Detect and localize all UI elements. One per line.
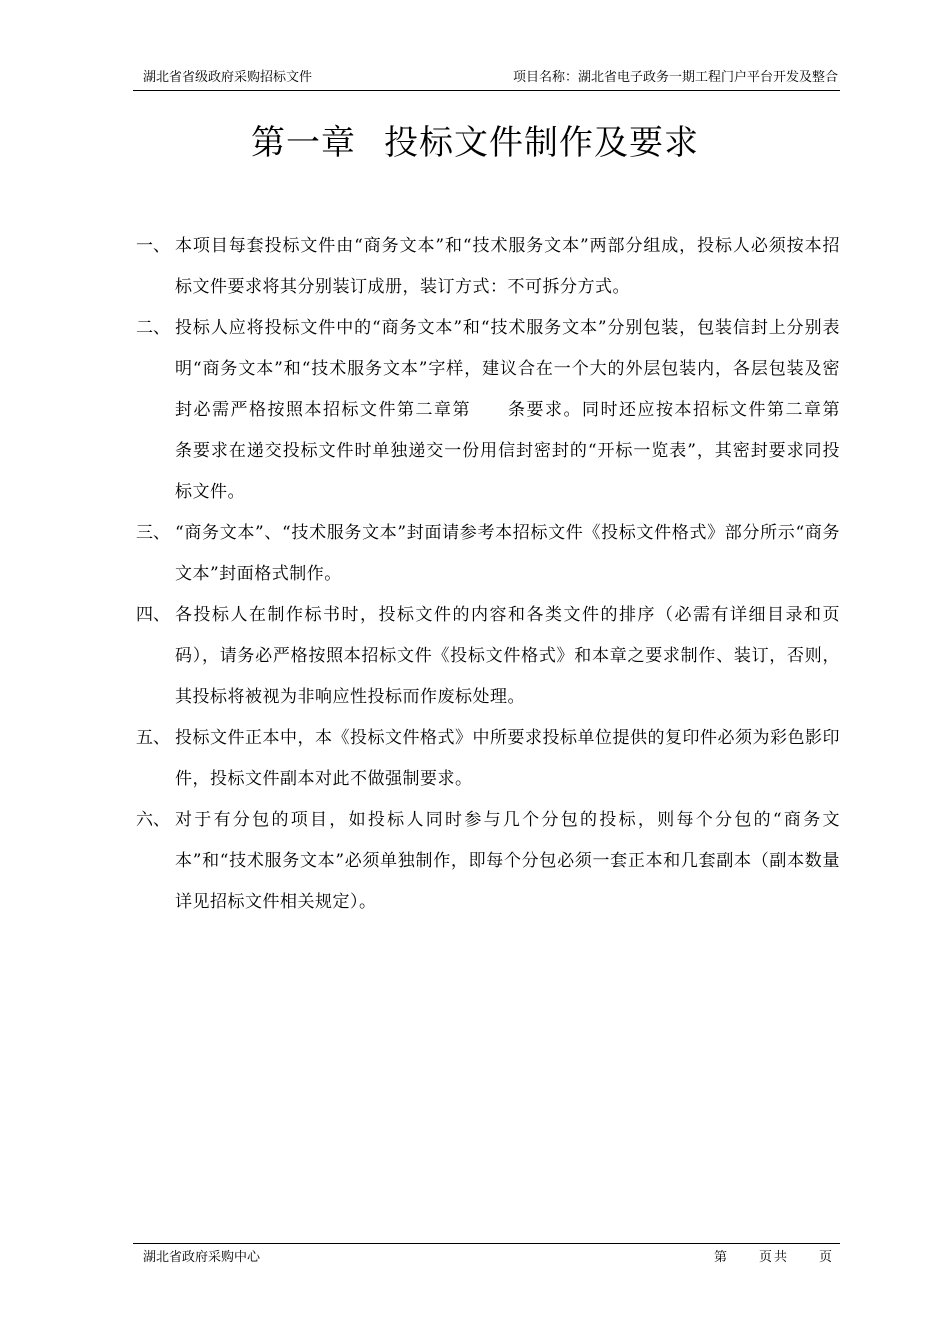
item-text: “商务文本”、“技术服务文本”封面请参考本招标文件《投标文件格式》部分所示“商务文本”封面格式制作。 <box>175 523 840 584</box>
page-footer <box>133 1243 840 1265</box>
item-number: 六、 <box>136 810 170 830</box>
chapter-title <box>0 118 950 168</box>
list-item <box>136 595 840 718</box>
item-text: 各投标人在制作标书时，投标文件的内容和各类文件的排序（必需有详细目录和页码），请务必严格按照本招标文件《投标文件格式》和本章之要求制作、装订，否则，其投标将被视为非响应性投标而作废标处理。 <box>175 605 840 707</box>
item-text: 本项目每套投标文件由“商务文本”和“技术服务文本”两部分组成，投标人必须按本招标文件要求将其分别装订成册，装订方式：不可拆分方式。 <box>175 236 840 297</box>
list-item <box>136 226 840 308</box>
list-item <box>136 308 893 513</box>
chapter-number: 第一章 <box>251 123 356 163</box>
footer-organization: 湖北省政府采购中心 <box>143 1250 261 1265</box>
item-number: 四、 <box>136 605 170 625</box>
item-text: 投标人应将投标文件中的“商务文本”和“技术服务文本”分别包装，包装信封上分别表明“商务文本”和“技术服务文本”字样，建议合在一个大的外层包装内，各层包装及密封必需严格按照本招标文件第二章第 条要求。同时还应按本招标文件第二章第 条要求在递交投标文件时单独递交一份用信封密封的“开标一览表”，其密封要求同投标文件。 <box>175 318 893 502</box>
chapter-heading: 投标文件制作及要求 <box>384 123 699 163</box>
page-header <box>133 68 840 91</box>
header-project-name: 项目名称：湖北省电子政务一期工程门户平台开发及整合 <box>512 70 838 85</box>
item-number: 一、 <box>136 236 170 256</box>
list-item <box>136 513 840 595</box>
item-text: 对于有分包的项目，如投标人同时参与几个分包的投标，则每个分包的“商务文本”和“技术服务文本”必须单独制作，即每个分包必须一套正本和几套副本（副本数量详见招标文件相关规定）。 <box>175 810 840 912</box>
item-text: 投标文件正本中，本《投标文件格式》中所要求投标单位提供的复印件必须为彩色影印件，投标文件副本对此不做强制要求。 <box>175 728 840 789</box>
item-number: 二、 <box>136 318 170 338</box>
item-number: 五、 <box>136 728 170 748</box>
footer-page-number: 第 页共 页 <box>713 1250 834 1265</box>
list-item <box>136 718 840 800</box>
list-item <box>136 800 840 923</box>
requirements-list <box>136 226 893 923</box>
item-number: 三、 <box>136 523 170 543</box>
header-document-name: 湖北省省级政府采购招标文件 <box>143 70 313 85</box>
